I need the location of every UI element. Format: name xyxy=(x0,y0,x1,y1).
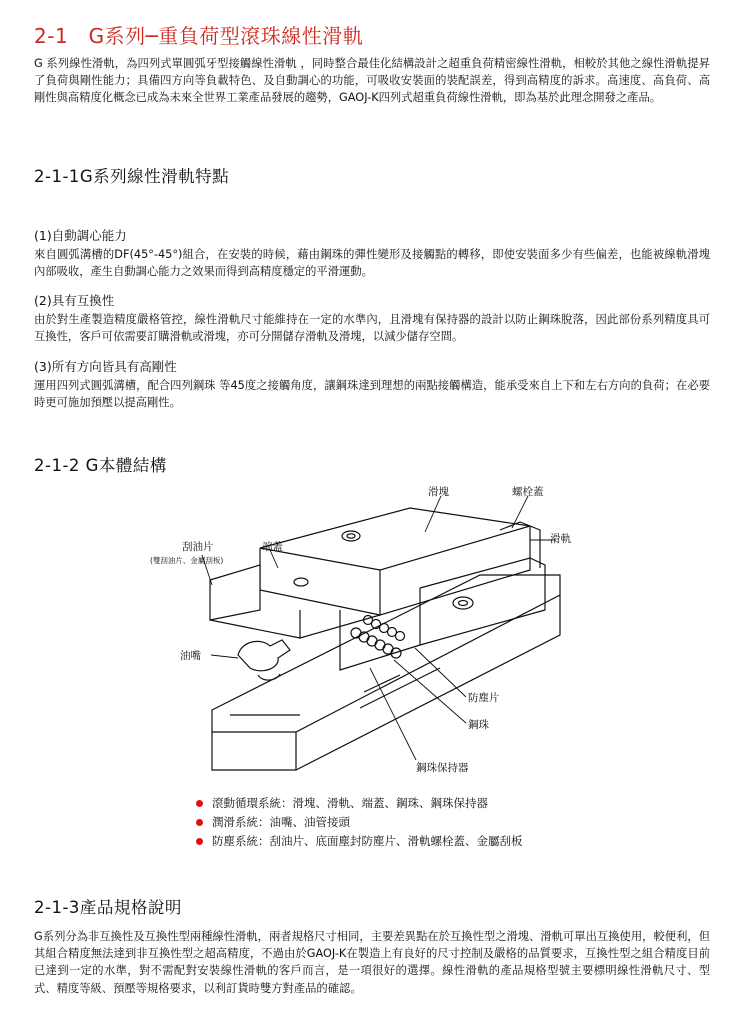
label-block: 滑塊 xyxy=(428,486,449,498)
linear-guide-structure-diagram xyxy=(0,470,736,790)
system-bullet-list xyxy=(196,794,523,851)
label-wiper: 刮油片 xyxy=(182,541,214,553)
bullet-text: 滾動循環系統：滑塊、滑軌、端蓋、鋼珠、鋼珠保持器 xyxy=(212,796,488,810)
specs-paragraph: G系列分為非互換性及互換性型兩種線性滑軌，兩者規格尺寸相同，主要差異點在於互換性型之滑塊、滑軌可單出互換使用，較便利，但其組合精度無法達到非互換性型之超高精度，不過由於GAOJ-K在製造上有良好的尺寸控制及嚴格的品質要求，互換性型之組合精度目前已達到一定的水準，對不需配對安裝線性滑軌的客戶而言，是一項很好的選擇。線性滑軌的產品規格型號主要標明線性滑軌尺寸、型式、精度等級、預壓等規格要求，以利訂貨時雙方對產品的確認。 xyxy=(34,930,710,995)
label-rail: 滑軌 xyxy=(550,533,571,545)
feature-2-body: 由於對生產製造精度嚴格管控，線性滑軌尺寸能維持在一定的水準內，且滑塊有保持器的設計以防止鋼珠脫落，因此部份系列精度具可互換性，客戶可依需要訂購滑軌或滑塊，亦可分開儲存滑軌及滑塊，以減少儲存空間。 xyxy=(34,313,710,344)
feature-2-title: (2)具有互換性 xyxy=(34,293,115,308)
bullet-dot xyxy=(196,800,203,807)
label-retainer: 鋼珠保持器 xyxy=(416,762,469,774)
label-grease-nipple: 油嘴 xyxy=(180,650,201,662)
feature-1-title: (1)自動調心能力 xyxy=(34,228,127,243)
bullet-text: 潤滑系統：油嘴、油管接頭 xyxy=(212,815,350,829)
label-bolt-cap: 螺栓蓋 xyxy=(512,486,544,498)
label-wiper-note: (雙刮油片、金屬刮板) xyxy=(150,556,224,565)
section-heading-features: 2-1-1G系列線性滑軌特點 xyxy=(34,167,230,186)
section-heading-structure: 2-1-2 G本體結構 xyxy=(34,456,167,475)
bullet-item xyxy=(196,794,523,813)
bullet-text: 防塵系統：刮油片、底面塵封防塵片、滑軌螺栓蓋、金屬刮板 xyxy=(212,834,523,848)
label-end-cap: 端蓋 xyxy=(262,541,283,553)
section-heading-specs: 2-1-3產品規格說明 xyxy=(34,898,182,917)
bullet-dot xyxy=(196,838,203,845)
bullet-item xyxy=(196,832,523,851)
bullet-dot xyxy=(196,819,203,826)
feature-1-body: 來自圓弧溝槽的DF(45°-45°)組合，在安裝的時候，藉由鋼珠的彈性變形及接觸點的轉移，即使安裝面多少有些偏差，也能被線軌滑塊內部吸收，產生自動調心能力之效果而得到高精度穩定的平滑運動。 xyxy=(34,248,710,279)
rail-drawing xyxy=(212,575,560,770)
bullet-item xyxy=(196,813,523,832)
feature-3-title: (3)所有方向皆具有高剛性 xyxy=(34,359,177,374)
label-ball: 鋼珠 xyxy=(468,719,489,731)
feature-3-body: 運用四列式圓弧溝槽，配合四列鋼珠 等45度之接觸角度，讓鋼珠達到理想的兩點接觸構造，能承受來自上下和左右方向的負荷；在必要時更可施加預壓以提高剛性。 xyxy=(34,379,710,410)
intro-paragraph: G 系列線性滑軌，為四列式單圓弧牙型接觸線性滑軌 ，同時整合最佳化結構設計之超重負荷精密線性滑軌，相較於其他之線性滑軌提昇了負荷與剛性能力；具備四方向等負載特色、及自動調心的功能，可吸收安裝面的裝配誤差，得到高精度的訴求。高速度、高負荷、高剛性與高精度化概念已成為未來全世界工業產品發展的趨勢，GAOJ-K四列式超重負荷線性滑軌，即為基於此理念開發之產品。 xyxy=(34,57,710,105)
page-title: 2-1 G系列─重負荷型滾珠線性滑軌 xyxy=(34,24,364,48)
label-dust-seal: 防塵片 xyxy=(468,692,500,704)
